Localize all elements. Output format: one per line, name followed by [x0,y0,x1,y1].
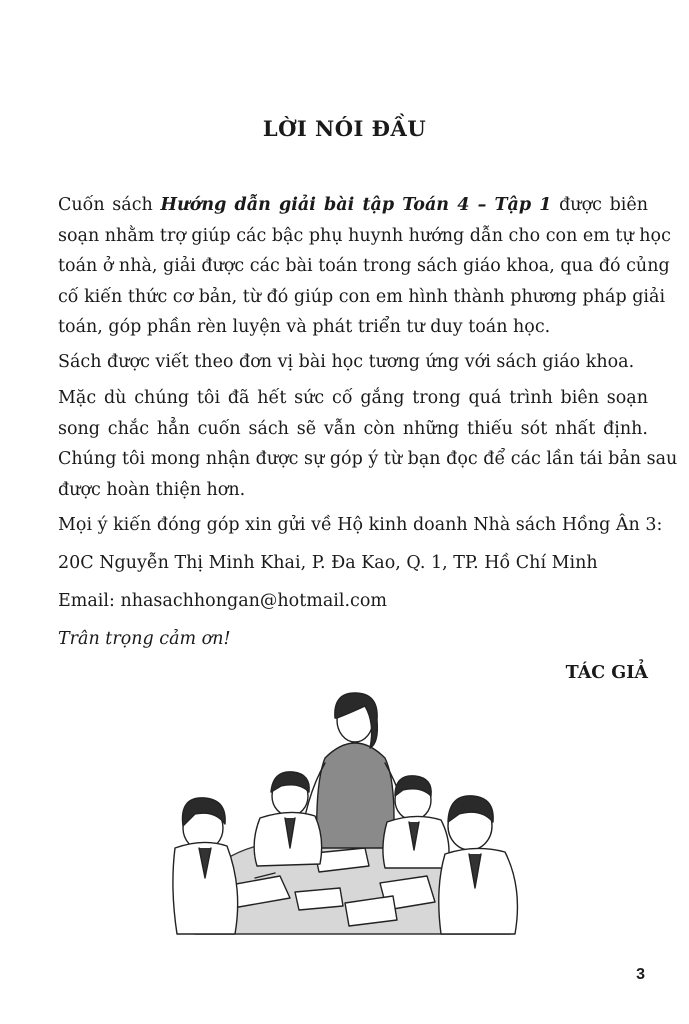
intro-paragraph [58,190,671,343]
intro-line-4: cố kiến thức cơ bản, từ đó giúp con em hình thành phương pháp giải [58,286,666,307]
thanks: Trân trọng cảm ơn! [58,629,231,649]
apology-line-1: Mặc dù chúng tôi đã hết sức cố gắng trong quá trình biên soạn [58,388,648,408]
intro-line-3: toán ở nhà, giải được các bài toán trong sách giáo khoa, qua đó củng [58,256,670,276]
email: Email: nhasachhongan@hotmail.com [58,591,387,611]
book-title: Hướng dẫn giải bài tập Toán 4 – Tập 1 [160,195,552,215]
page-number: 3 [636,966,645,983]
author-signature: TÁC GIẢ [565,663,648,683]
address: 20C Nguyễn Thị Minh Khai, P. Đa Kao, Q. 1, TP. Hồ Chí Minh [58,553,598,573]
contact-intro: Mọi ý kiến đóng góp xin gửi về Hộ kinh doanh Nhà sách Hồng Ân 3: [58,515,663,535]
apology-line-3: Chúng tôi mong nhận được sự góp ý từ bạn đọc để các lần tái bản sau [58,449,678,469]
structure-paragraph: Sách được viết theo đơn vị bài học tương ứng với sách giáo khoa. [58,352,635,372]
apology-line-2: song chắc hẳn cuốn sách sẽ vẫn còn những thiếu sót nhất định. [58,418,648,439]
intro-line-1 [58,190,648,221]
intro-text-end: được biên [551,195,648,215]
intro-line-2: soạn nhằm trợ giúp các bậc phụ huynh hướng dẫn cho con em tự học [58,225,671,246]
intro-text-start: Cuốn sách [58,195,161,215]
apology-paragraph [58,383,678,505]
teacher-students-drawing-icon [165,688,530,938]
apology-line-4: được hoàn thiện hơn. [58,479,246,500]
page-title: LỜI NÓI ĐẦU [262,116,427,141]
intro-line-5: toán, góp phần rèn luyện và phát triển tư duy toán học. [58,317,551,337]
